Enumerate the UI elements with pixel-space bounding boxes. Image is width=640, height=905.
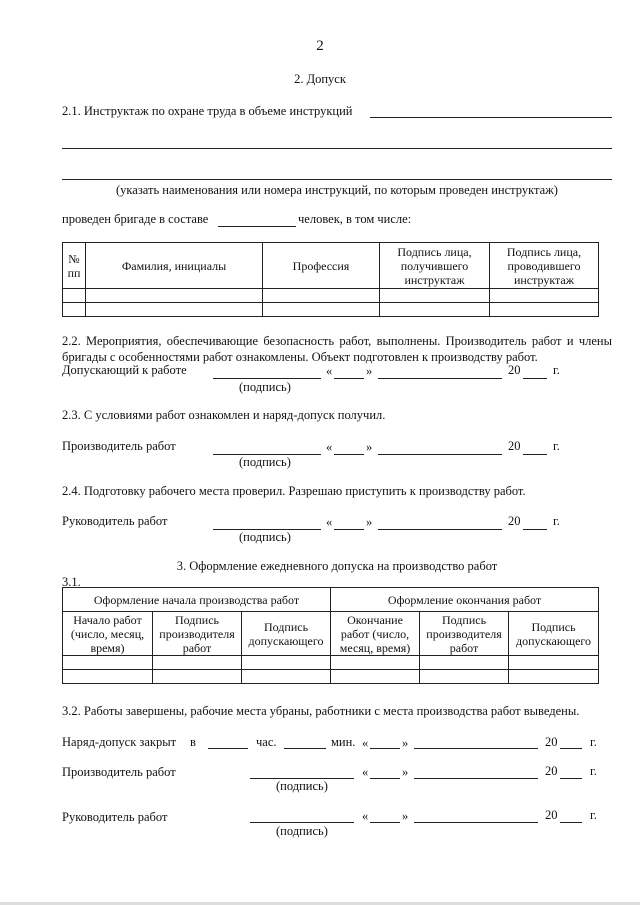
closed-day-field[interactable] xyxy=(370,748,400,749)
table-cell[interactable] xyxy=(263,289,380,303)
final-producer-label: Производитель работ xyxy=(62,765,176,779)
table-cell[interactable] xyxy=(153,656,242,670)
admitter-month-field[interactable] xyxy=(378,378,502,379)
year-suffix: г. xyxy=(553,514,560,528)
quote-close: » xyxy=(366,440,373,454)
admitter-day-field[interactable] xyxy=(334,378,364,379)
table-cell[interactable] xyxy=(63,670,153,684)
table-cell[interactable] xyxy=(509,670,599,684)
group-header-start: Оформление начала производства работ xyxy=(63,588,331,612)
closed-in: в xyxy=(190,735,196,749)
year-suffix: г. xyxy=(553,439,560,453)
closed-hour-field[interactable] xyxy=(208,748,248,749)
header-producer-signature-end: Подпись производителя работ xyxy=(420,612,509,656)
header-number: № пп xyxy=(63,243,86,289)
table-cell[interactable] xyxy=(63,656,153,670)
table-cell[interactable] xyxy=(153,670,242,684)
signature-caption: (подпись) xyxy=(239,455,291,469)
final-producer-month-field[interactable] xyxy=(414,778,538,779)
closed-prefix: Наряд-допуск закрыт xyxy=(62,735,177,749)
admitter-label: Допускающий к работе xyxy=(62,363,187,377)
section-3-title: 3. Оформление ежедневного допуска на производство работ xyxy=(176,559,498,573)
quote-open: « xyxy=(326,440,333,454)
final-manager-year-field[interactable] xyxy=(560,822,582,823)
paragraph-3-2: 3.2. Работы завершены, рабочие места убраны, работники с места производства работ выведены. xyxy=(62,704,580,718)
brigade-prefix: проведен бригаде в составе xyxy=(62,212,209,226)
table-cell[interactable] xyxy=(380,289,490,303)
header-received-signature: Подпись лица, получившего инструктаж xyxy=(380,243,490,289)
manager-year-field[interactable] xyxy=(523,529,547,530)
table-cell[interactable] xyxy=(380,303,490,317)
closed-month-field[interactable] xyxy=(414,748,538,749)
quote-close: » xyxy=(402,809,409,823)
table-cell[interactable] xyxy=(490,303,599,317)
manager-day-field[interactable] xyxy=(334,529,364,530)
table-cell[interactable] xyxy=(420,656,509,670)
paragraph-2-4: 2.4. Подготовку рабочего места проверил. Разрешаю приступить к производству работ. xyxy=(62,484,526,498)
year-prefix: 20 xyxy=(508,439,521,453)
final-manager-signature-field[interactable] xyxy=(250,822,354,823)
closed-minutes-unit: мин. xyxy=(331,735,356,749)
closed-hours-unit: час. xyxy=(256,735,277,749)
header-admitter-signature-end: Подпись допускающего xyxy=(509,612,599,656)
producer-month-field[interactable] xyxy=(378,454,502,455)
quote-close: » xyxy=(402,736,409,750)
final-manager-label: Руководитель работ xyxy=(62,810,168,824)
instructions-field[interactable] xyxy=(370,117,612,118)
quote-open: « xyxy=(326,515,333,529)
signature-caption: (подпись) xyxy=(276,779,328,793)
year-prefix: 20 xyxy=(545,735,558,749)
header-end-date: Окончание работ (число, месяц, время) xyxy=(331,612,420,656)
manager-label: Руководитель работ xyxy=(62,514,168,528)
quote-close: » xyxy=(366,515,373,529)
producer-label: Производитель работ xyxy=(62,439,176,453)
paragraph-3-1-label: 3.1. xyxy=(62,575,81,589)
table-cell[interactable] xyxy=(509,656,599,670)
closed-year-field[interactable] xyxy=(560,748,582,749)
final-producer-day-field[interactable] xyxy=(370,778,400,779)
signature-caption: (подпись) xyxy=(239,380,291,394)
quote-open: « xyxy=(362,765,369,779)
producer-day-field[interactable] xyxy=(334,454,364,455)
year-suffix: г. xyxy=(590,735,597,749)
brigade-suffix: человек, в том числе: xyxy=(298,212,412,226)
paragraph-2-2: 2.2. Мероприятия, обеспечивающие безопасность работ, выполнены. Производитель работ и члены бригады с особенностями работ ознакомлены. Объект подготовлен к производству работ. xyxy=(62,334,612,364)
year-suffix: г. xyxy=(590,808,597,822)
paragraph-2-1: 2.1. Инструктаж по охране труда в объеме инструкций xyxy=(62,104,353,118)
quote-open: « xyxy=(362,809,369,823)
header-profession: Профессия xyxy=(263,243,380,289)
closed-minute-field[interactable] xyxy=(284,748,326,749)
instructions-caption: (указать наименования или номера инструкций, по которым проведен инструктаж) xyxy=(116,183,558,197)
final-manager-month-field[interactable] xyxy=(414,822,538,823)
paragraph-2-3: 2.3. С условиями работ ознакомлен и наряд-допуск получил. xyxy=(62,408,386,422)
header-conducted-signature: Подпись лица, проводившего инструктаж xyxy=(490,243,599,289)
table-cell[interactable] xyxy=(331,670,420,684)
header-admitter-signature: Подпись допускающего xyxy=(242,612,331,656)
table-cell[interactable] xyxy=(242,656,331,670)
table-cell[interactable] xyxy=(63,289,86,303)
instruction-table xyxy=(62,242,599,317)
table-cell[interactable] xyxy=(86,303,263,317)
group-header-end: Оформление окончания работ xyxy=(331,588,599,612)
admitter-year-field[interactable] xyxy=(523,378,547,379)
table-cell[interactable] xyxy=(63,303,86,317)
year-prefix: 20 xyxy=(508,514,521,528)
header-start-date: Начало работ (число, месяц, время) xyxy=(63,612,153,656)
table-cell[interactable] xyxy=(331,656,420,670)
final-producer-year-field[interactable] xyxy=(560,778,582,779)
brigade-count-field[interactable] xyxy=(218,226,296,227)
signature-caption: (подпись) xyxy=(239,530,291,544)
table-cell[interactable] xyxy=(86,289,263,303)
instructions-field-line-2[interactable] xyxy=(62,148,612,149)
year-suffix: г. xyxy=(590,764,597,778)
daily-admission-table xyxy=(62,587,599,684)
producer-year-field[interactable] xyxy=(523,454,547,455)
table-cell[interactable] xyxy=(490,289,599,303)
instructions-field-line-3[interactable] xyxy=(62,179,612,180)
page-number: 2 xyxy=(316,38,324,54)
quote-open: « xyxy=(326,364,333,378)
table-cell[interactable] xyxy=(420,670,509,684)
header-producer-signature: Подпись производителя работ xyxy=(153,612,242,656)
final-manager-day-field[interactable] xyxy=(370,822,400,823)
year-suffix: г. xyxy=(553,363,560,377)
signature-caption: (подпись) xyxy=(276,824,328,838)
year-prefix: 20 xyxy=(545,764,558,778)
quote-open: « xyxy=(362,736,369,750)
admitter-signature-field[interactable] xyxy=(213,378,321,379)
table-cell[interactable] xyxy=(242,670,331,684)
manager-month-field[interactable] xyxy=(378,529,502,530)
year-prefix: 20 xyxy=(545,808,558,822)
quote-close: » xyxy=(366,364,373,378)
section-2-title: 2. Допуск xyxy=(294,72,346,86)
year-prefix: 20 xyxy=(508,363,521,377)
header-name: Фамилия, инициалы xyxy=(86,243,263,289)
table-cell[interactable] xyxy=(263,303,380,317)
quote-close: » xyxy=(402,765,409,779)
